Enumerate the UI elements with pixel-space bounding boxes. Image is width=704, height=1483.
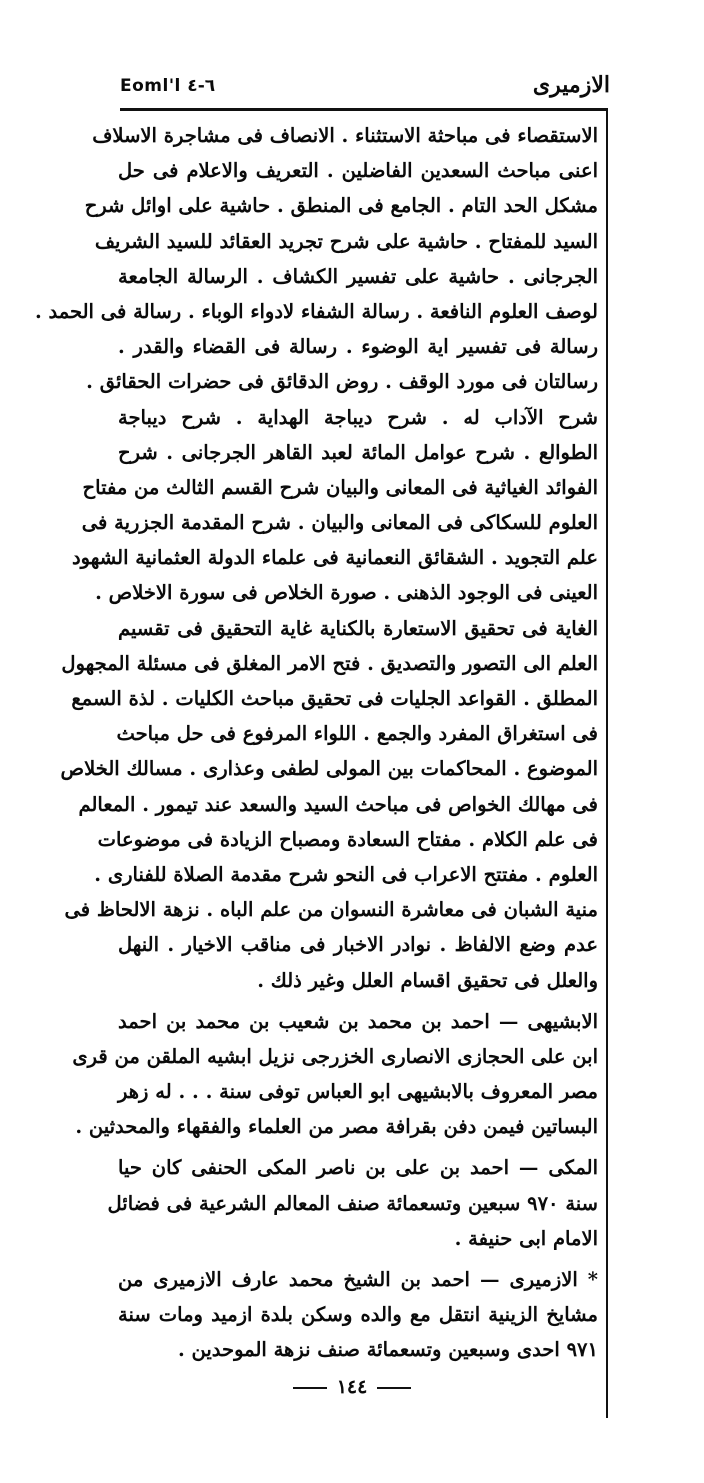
text-line: الجرجانى . حاشية على تفسير الكشاف . الرسالة الجامعة	[118, 264, 598, 288]
text-line: فى استغراق المفرد والجمع . اللواء المرفوع فى حل مباحث	[116, 722, 598, 746]
footer-dash-left	[293, 1387, 327, 1389]
running-head-reference: Eoml'l ٦-٤	[120, 76, 216, 96]
text-line: فى علم الكلام . مفتاح السعادة ومصباح الزيادة فى موضوعات	[97, 827, 598, 851]
page-body	[34, 118, 598, 1368]
page-number: ١٤٤	[336, 1376, 368, 1398]
text-line: السيد للمفتاح . حاشية على شرح تجريد العقائد للسيد الشريف	[94, 229, 598, 253]
text-line: شرح الآداب له . شرح ديباجة الهداية . شرح ديباجة	[118, 405, 598, 429]
entry-line: * الازميرى — احمد بن الشيخ محمد عارف الازميرى من	[118, 1268, 598, 1291]
entry-line: ٩٧١ احدى وسبعين وتسعمائة صنف نزهة الموحدين .	[177, 1338, 598, 1362]
entry-line: ابن على الحجازى الانصارى الخزرجى نزيل ابشيه الملقن من قرى	[72, 1044, 598, 1068]
text-line: لوصف العلوم النافعة . رسالة الشفاء لادواء الوباء . رسالة فى الحمد .	[34, 299, 598, 323]
text-line: الغاية فى تحقيق الاستعارة بالكناية غاية التحقيق فى تقسيم	[118, 616, 598, 640]
text-line: اعنى مباحث السعدين الفاضلين . التعريف والاعلام فى حل	[118, 159, 598, 183]
text-line: عدم وضع الالفاظ . نوادر الاخبار فى مناقب الاخيار . النهل	[118, 933, 598, 957]
text-line: العلوم . مفتتح الاعراب فى النحو شرح مقدمة الصلاة للفنارى .	[94, 862, 598, 886]
text-line: العلوم للسكاكى فى المعانى والبيان . شرح المقدمة الجزرية فى	[81, 511, 598, 535]
page-footer	[0, 1376, 704, 1398]
margin-rule	[606, 108, 608, 1418]
running-head-title: الازميرى	[532, 72, 610, 98]
text-line: رسالة فى تفسير اية الوضوء . رسالة فى القضاء والقدر .	[118, 335, 598, 359]
footer-dash-right	[377, 1387, 411, 1389]
entry-line: سنة ٩٧٠ سبعين وتسعمائة صنف المعالم الشرعية فى فضائل	[107, 1191, 598, 1215]
text-line: الطوالع . شرح عوامل المائة لعبد القاهر الجرجانى . شرح	[118, 440, 598, 464]
text-line: الاستقصاء فى مباحثة الاستثناء . الانصاف فى مشاجرة الاسلاف	[92, 124, 598, 147]
text-line: مشكل الحد التام . الجامع فى المنطق . حاشية على اوائل شرح	[84, 194, 598, 218]
entry-line: مصر المعروف بالابشيهى ابو العباس توفى سنة . . . له زهر	[118, 1080, 598, 1104]
text-line: المطلق . القواعد الجليات فى تحقيق مباحث الكليات . لذة السمع	[71, 687, 598, 710]
text-line: فى مهالك الخواص فى مباحث السيد والسعد عند تيمور . المعالم	[78, 792, 598, 816]
text-line: الفوائد الغياثية فى المعانى والبيان شرح القسم الثالث من مفتاح	[82, 475, 598, 499]
text-line: العينى فى الوجود الذهنى . صورة الخلاص فى سورة الاخلاص .	[95, 581, 598, 605]
text-line: والعلل فى تحقيق اقسام العلل وغير ذلك .	[257, 968, 598, 992]
entry-line: الابشيهى — احمد بن محمد بن شعيب بن محمد بن احمد	[118, 1009, 598, 1033]
text-line: منية الشبان فى معاشرة النسوان من علم الباه . نزهة الالحاظ فى	[64, 898, 598, 922]
page-header	[120, 70, 610, 108]
text-line: علم التجويد . الشقائق النعمانية فى علماء الدولة العثمانية الشهود	[72, 546, 598, 570]
header-rule	[120, 108, 608, 111]
text-line: رسالتان فى مورد الوقف . روض الدقائق فى حضرات الحقائق .	[86, 370, 598, 394]
entry-line: الامام ابى حنيفة .	[454, 1226, 598, 1250]
text-line: العلم الى التصور والتصديق . فتح الامر المغلق فى مسئلة المجهول	[61, 651, 598, 675]
text-line: الموضوع . المحاكمات بين المولى لطفى وعذارى . مسالك الخلاص	[60, 757, 598, 781]
entry-line: المكى — احمد بن على بن ناصر المكى الحنفى كان حيا	[118, 1156, 598, 1180]
entry-line: البساتين فيمن دفن بقرافة مصر من العلماء والفقهاء والمحدثين .	[75, 1115, 598, 1139]
entry-line: مشايخ الزينية انتقل مع والده وسكن بلدة ازميد ومات سنة	[118, 1303, 598, 1327]
